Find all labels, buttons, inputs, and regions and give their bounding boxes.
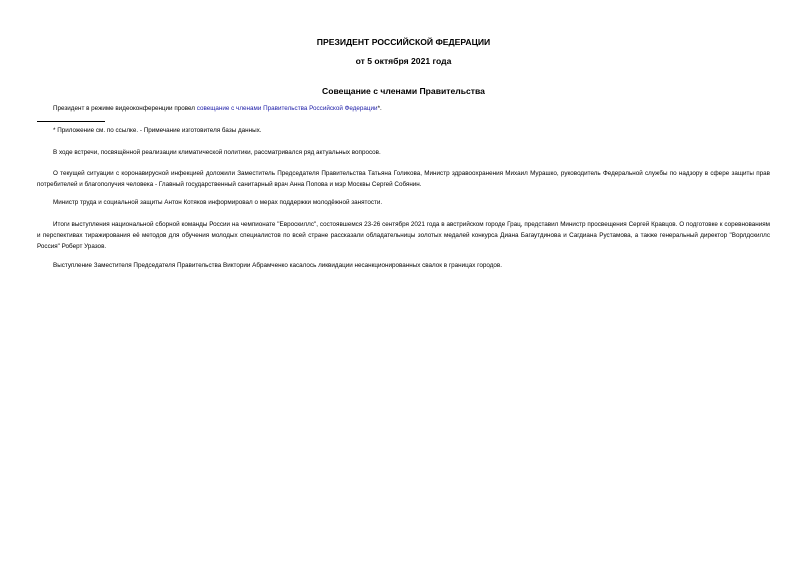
- document-date: от 5 октября 2021 года: [355, 56, 452, 66]
- footnote-divider: [37, 121, 105, 122]
- paragraph-climate: В ходе встречи, посвящённой реализации климатической политики, рассматривался ряд актуальных вопросов.: [53, 149, 381, 156]
- paragraph-landfills: Выступление Заместителя Председателя Правительства Виктории Абрамченко касалось ликвидации несанкционированных свалок в границах городов.: [53, 262, 502, 269]
- document-issuer: ПРЕЗИДЕНТ РОССИЙСКОЙ ФЕДЕРАЦИИ: [316, 37, 491, 47]
- footnote-text: * Приложение см. по ссылке. - Примечание изготовителя базы данных.: [53, 127, 262, 134]
- footnote-marker: *.: [377, 105, 382, 112]
- paragraph-euroskills: Итоги выступления национальной сборной команды России на чемпионате "Евроскиллс", состоявшемся 23-26 сентября 2021 года в австрийском городе Грац, представил Министр просвещения Сергей Кравцов. О подготовке к соревнованиям и перспективах тиражирования её методов для обучения молодых специалистов по всей стране рассказали обладательницы золотых медалей конкурса Диана Багаутдинова и Сагдиана Рустамова, а также генеральный директор "Ворлдскиллс Россия" Роберт Уразов.: [37, 221, 770, 250]
- document-title: Совещание с членами Правительства: [322, 86, 485, 96]
- paragraph-coronavirus: О текущей ситуации с коронавирусной инфекцией доложили Заместитель Председателя Правительства Татьяна Голикова, Министр здравоохранения Михаил Мурашко, руководитель Федеральной службы по надзору в сфере защиты прав потребителей и благополучия человека - Главный государственный санитарный врач Анна Попова и мэр Москвы Сергей Собянин.: [37, 170, 770, 188]
- meeting-link[interactable]: совещание с членами Правительства Российской Федерации: [196, 105, 378, 112]
- paragraph-youth-employment: Министр труда и социальной защиты Антон Котяков информировал о мерах поддержки молодёжной занятости.: [53, 199, 383, 206]
- intro-text: Президент в режиме видеоконференции провел: [53, 105, 197, 112]
- intro-paragraph: [37, 103, 770, 114]
